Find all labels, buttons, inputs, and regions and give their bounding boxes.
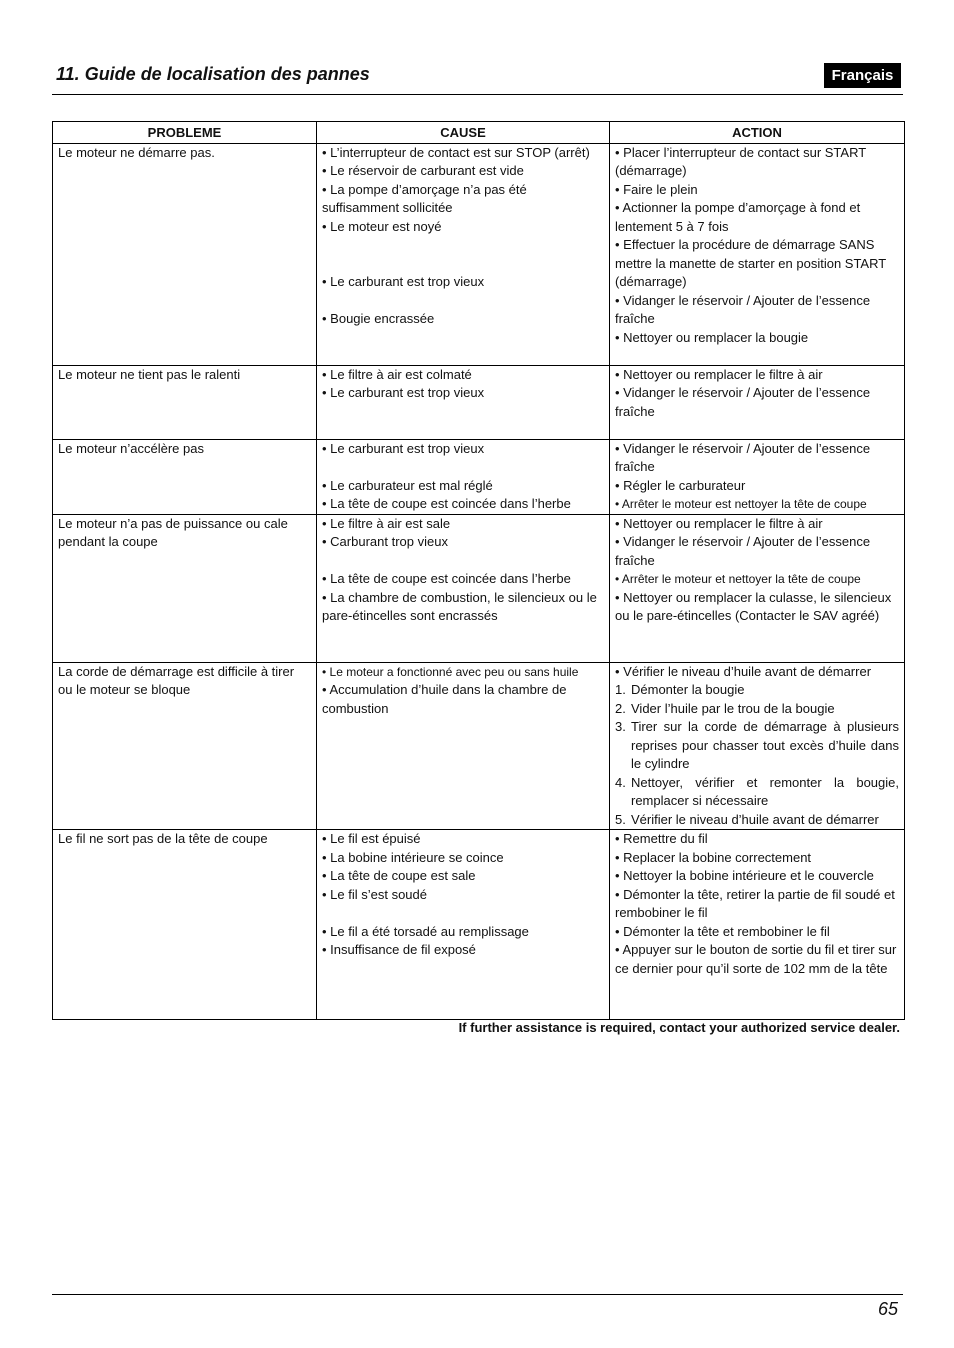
footer-divider [52,1294,903,1295]
troubleshooting-table [52,121,905,1020]
header-action: ACTION [610,122,905,144]
cause-item: • Le fil a été torsadé au remplissage [322,923,529,939]
cause-item: • Le moteur est noyé [322,218,442,234]
action-item: • Arrêter le moteur est nettoyer la tête de coupe [615,497,867,511]
action-item: • Nettoyer ou remplacer la culasse, le silencieux ou le pare-étincelles (Contacter le SAV agréé) [615,589,892,623]
step-item: 5. Vérifier le niveau d’huile avant de démarrer [615,811,879,827]
cause-cell [317,830,610,1020]
cause-cell [317,365,610,439]
action-item: • Nettoyer ou remplacer la bougie [615,329,809,345]
cause-item: • Bougie encrassée [322,311,435,326]
cause-item: • La tête de coupe est sale [322,868,476,883]
cause-cell [317,439,610,514]
cause-item: • Le carburateur est mal réglé [322,477,493,493]
problem-cell: Le moteur ne tient pas le ralenti [53,365,317,439]
action-item: • Faire le plein [615,181,698,197]
action-item: • Replacer la bobine correctement [615,849,812,865]
problem-cell: Le moteur ne démarre pas. [53,143,317,365]
action-cell [610,662,905,830]
cause-item: • Le fil s’est soudé [322,886,427,902]
action-item: • Démonter la tête, retirer la partie de fil soudé et rembobiner le fil [615,886,895,920]
cause-item: • Le réservoir de carburant est vide [322,163,524,178]
cause-item: • Le carburant est trop vieux [322,440,485,456]
cause-item: • Le fil est épuisé [322,831,421,846]
cause-item: • Carburant trop vieux [322,534,448,549]
action-item: • Vidanger le réservoir / Ajouter de l’essence fraîche [615,385,871,419]
step-item: 1. Démonter la bougie [615,682,745,697]
header-divider [52,94,903,95]
action-cell [610,365,905,439]
header-probleme: PROBLEME [53,122,317,144]
step-item: 3. Tirer sur la corde de démarrage à plusieurs reprises pour chasser tout excès d’huile dans le cylindre [615,719,899,771]
action-cell [610,830,905,1020]
cause-item: • Insuffisance de fil exposé [322,942,476,957]
problem-cell: Le moteur n’accélère pas [53,439,317,514]
action-item: • Vidanger le réservoir / Ajouter de l’essence fraîche [615,534,871,568]
action-item: • Nettoyer ou remplacer le filtre à air [615,366,823,382]
action-item: • Nettoyer ou remplacer le filtre à air [615,515,823,531]
action-item: • Appuyer sur le bouton de sortie du fil et tirer sur ce dernier pour qu’il sorte de 102 mm de la tête [615,942,897,976]
page-number: 65 [877,1299,898,1319]
cause-item: • Le filtre à air est sale [322,515,451,531]
cause-item: • La tête de coupe est coincée dans l’herbe [322,571,571,586]
service-dealer-note: If further assistance is required, contact your authorized service dealer. [458,1020,900,1035]
page-title: 11. Guide de localisation des pannes [56,64,370,84]
header-cause: CAUSE [317,122,610,144]
step-item: 4. Nettoyer, vérifier et remonter la bougie, remplacer si nécessaire [615,774,899,808]
action-item: • Nettoyer la bobine intérieure et le couvercle [615,868,874,883]
table-row [53,143,905,365]
problem-cell: La corde de démarrage est difficile à tirer ou le moteur se bloque [53,662,317,830]
cause-cell [317,143,610,365]
action-item: • Arrêter le moteur et nettoyer la tête de coupe [615,572,861,586]
cause-item: • Le carburant est trop vieux [322,385,485,400]
table-row [53,830,905,1020]
action-cell [610,439,905,514]
action-item: • Démonter la tête et rembobiner le fil [615,923,830,939]
cause-cell [317,514,610,662]
cause-item: • La chambre de combustion, le silencieux ou le pare-étincelles sont encrassés [322,589,597,623]
action-item: • Remettre du fil [615,831,708,846]
action-item: • Actionner la pompe d’amorçage à fond et lentement 5 à 7 fois [615,200,861,234]
problem-cell: Le moteur n’a pas de puissance ou cale pendant la coupe [53,514,317,662]
action-item: • Vidanger le réservoir / Ajouter de l’essence fraîche [615,292,871,326]
cause-cell [317,662,610,830]
action-item: • Vérifier le niveau d’huile avant de démarrer [615,663,872,679]
cause-item: • Le carburant est trop vieux [322,274,485,289]
action-item: • Vidanger le réservoir / Ajouter de l’essence fraîche [615,440,871,474]
cause-item: • Le moteur a fonctionné avec peu ou sans huile [322,664,579,679]
problem-cell: Le fil ne sort pas de la tête de coupe [53,830,317,1020]
cause-item: • La tête de coupe est coincée dans l’herbe [322,496,571,511]
cause-item: • La bobine intérieure se coince [322,849,504,865]
cause-item: • Le filtre à air est colmaté [322,366,472,382]
table-row [53,662,905,830]
table-row [53,514,905,662]
action-item: • Régler le carburateur [615,477,746,493]
action-item: • Effectuer la procédure de démarrage SANS mettre la manette de starter en position START (démarrage) [615,237,886,289]
cause-item: • L’interrupteur de contact est sur STOP (arrêt) [322,144,590,160]
table-header-row [53,122,905,144]
action-cell [610,143,905,365]
table-row [53,365,905,439]
language-badge: Français [824,63,901,88]
table-row [53,439,905,514]
action-cell [610,514,905,662]
action-item: • Placer l’interrupteur de contact sur START (démarrage) [615,144,866,178]
cause-item: • La pompe d’amorçage n’a pas été suffisamment sollicitée [322,181,527,215]
step-item: 2. Vider l’huile par le trou de la bougie [615,700,835,716]
cause-item: • Accumulation d’huile dans la chambre de combustion [322,682,567,716]
